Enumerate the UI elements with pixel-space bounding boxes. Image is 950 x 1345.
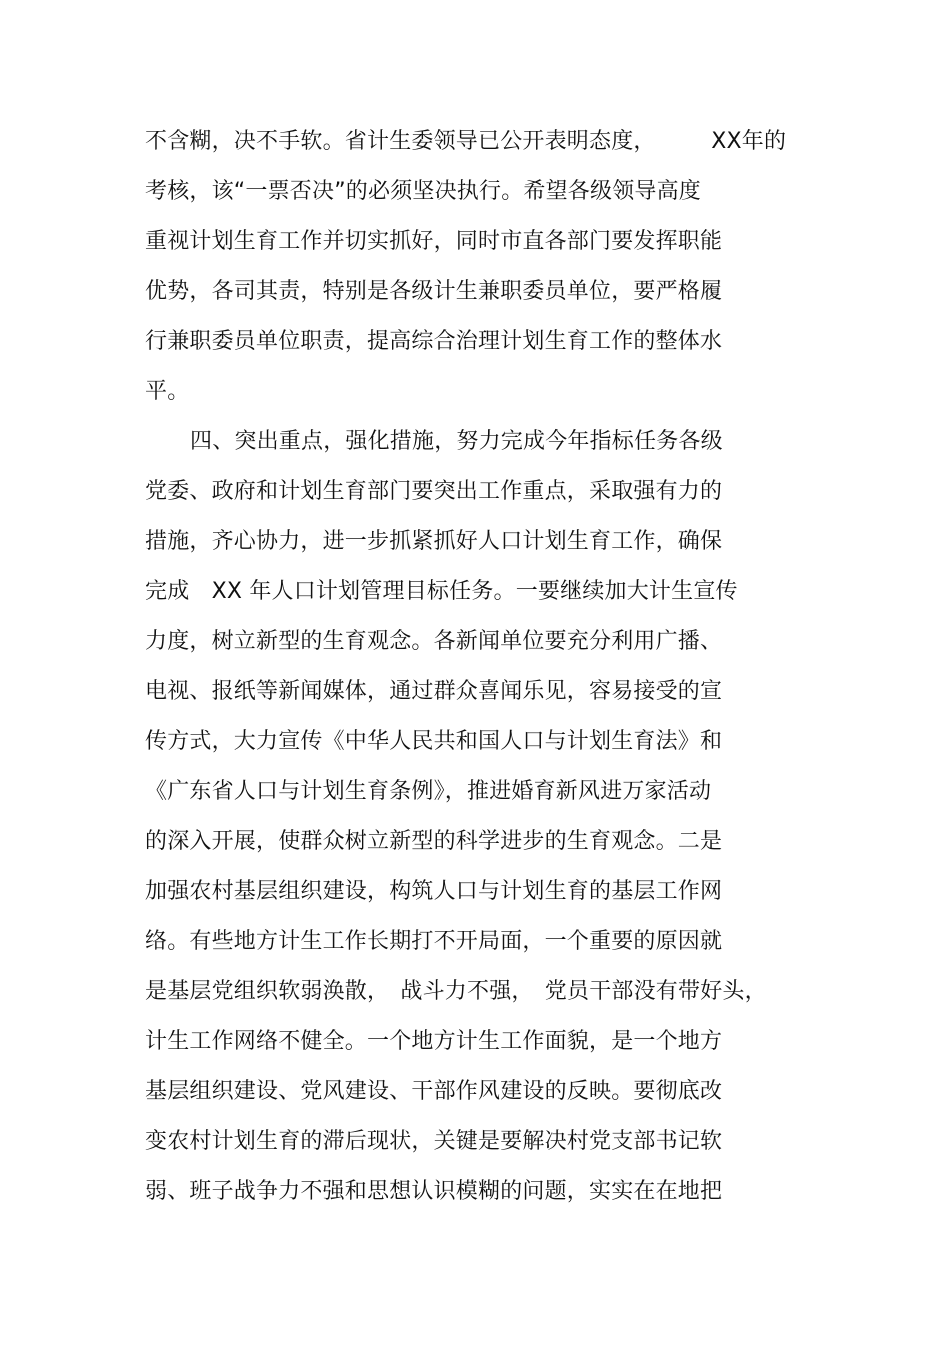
text-line-11: 力度，树立新型的生育观念。各新闻单位要充分利用广播、 xyxy=(145,629,723,654)
text-line-18: 是基层党组织软弱涣散， 战斗力不强， 党员干部没有带好头， xyxy=(145,979,767,1004)
text-line-5: 行兼职委员单位职责，提高综合治理计划生育工作的整体水 xyxy=(145,329,723,354)
text-line-14: 《广东省人口与计划生育条例》，推进婚育新风进万家活动 xyxy=(145,779,712,804)
text-line-3: 重视计划生育工作并切实抓好，同时市直各部门要发挥职能 xyxy=(145,229,723,254)
text-line-10: 完成 XX 年人口计划管理目标任务。一要继续加大计生宣传 xyxy=(145,579,738,604)
text-line-9: 措施，齐心协力，进一步抓紧抓好人口计划生育工作，确保 xyxy=(145,529,723,554)
text-line-22: 弱、班子战争力不强和思想认识模糊的问题，实实在在地把 xyxy=(145,1179,723,1204)
text-line-17: 络。有些地方计生工作长期打不开局面，一个重要的原因就 xyxy=(145,929,723,954)
text-line-13: 传方式，大力宣传《中华人民共和国人口与计划生育法》和 xyxy=(145,729,723,754)
text-line-12: 电视、报纸等新闻媒体，通过群众喜闻乐见，容易接受的宣 xyxy=(145,679,723,704)
section-heading-line: 四、突出重点，强化措施，努力完成今年指标任务各级 xyxy=(190,429,723,454)
text-line-2: 考核，该“一票否决”的必须坚决执行。希望各级领导高度 xyxy=(145,179,701,204)
text-line-4: 优势，各司其责，特别是各级计生兼职委员单位，要严格履 xyxy=(145,279,723,304)
text-line-15: 的深入开展，使群众树立新型的科学进步的生育观念。二是 xyxy=(145,829,723,854)
text-line-1: 不含糊，决不手软。省计生委领导已公开表明态度， XX年的 xyxy=(145,129,787,154)
text-line-20: 基层组织建设、党风建设、干部作风建设的反映。要彻底改 xyxy=(145,1079,723,1104)
text-line-8: 党委、政府和计划生育部门要突出工作重点，采取强有力的 xyxy=(145,479,723,504)
text-line-6: 平。 xyxy=(145,379,190,404)
text-line-16: 加强农村基层组织建设，构筑人口与计划生育的基层工作网 xyxy=(145,879,723,904)
text-line-19: 计生工作网络不健全。一个地方计生工作面貌，是一个地方 xyxy=(145,1029,723,1054)
text-line-21: 变农村计划生育的滞后现状，关键是要解决村党支部书记软 xyxy=(145,1129,723,1154)
